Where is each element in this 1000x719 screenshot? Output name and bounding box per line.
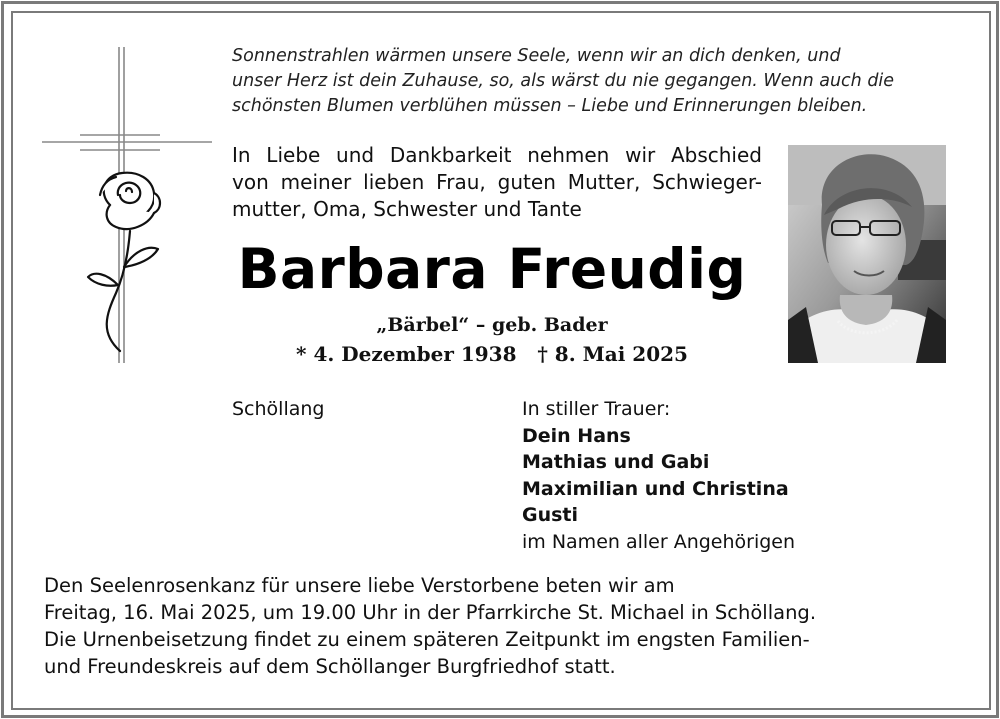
mourner-name: Gusti (522, 504, 579, 526)
cross-with-rose-icon (40, 45, 220, 370)
quote-line: Sonnenstrahlen wärmen unsere Seele, wenn wir an dich denken, und (232, 46, 841, 66)
intro-line: von meiner lieben Frau, guten Mutter, Schwieger- (232, 170, 762, 194)
mourner-name: Dein Hans (522, 424, 631, 447)
intro-line: mutter, Oma, Schwester und Tante (232, 197, 582, 221)
farewell-intro (232, 142, 762, 223)
quote-line: unser Herz ist dein Zuhause, so, als wärst du nie gegangen. Wenn auch die (232, 71, 895, 91)
mourners-list (522, 396, 795, 555)
mourners-footer: im Namen aller Angehörigen (522, 530, 796, 553)
place-of-residence: Schöllang (232, 398, 325, 420)
quote-line: schönsten Blumen verblühen müssen – Liebe und Erinnerungen bleiben. (232, 96, 868, 116)
life-dates: * 4. Dezember 1938 † 8. Mai 2025 (296, 342, 688, 366)
mourner-name: Mathias und Gabi (522, 451, 710, 473)
service-announcement (44, 572, 924, 680)
intro-line: In Liebe und Dankbarkeit nehmen wir Abschied (232, 143, 762, 167)
deceased-name: Barbara Freudig (237, 237, 747, 301)
portrait-photo (788, 145, 946, 363)
announcement-line: Freitag, 16. Mai 2025, um 19.00 Uhr in der Pfarrkirche St. Michael in Schöllang. (44, 601, 817, 624)
memorial-quote (232, 44, 952, 119)
announcement-line: Die Urnenbeisetzung findet zu einem späteren Zeitpunkt im engsten Familien- (44, 628, 810, 651)
announcement-line: Den Seelenrosenkanz für unsere liebe Verstorbene beten wir am (44, 574, 675, 597)
nickname-birthname: „Bärbel“ – geb. Bader (376, 314, 608, 336)
announcement-line: und Freundeskreis auf dem Schöllanger Burgfriedhof statt. (44, 655, 616, 678)
mourner-name: Maximilian und Christina (522, 477, 789, 500)
mourners-heading: In stiller Trauer: (522, 398, 671, 420)
